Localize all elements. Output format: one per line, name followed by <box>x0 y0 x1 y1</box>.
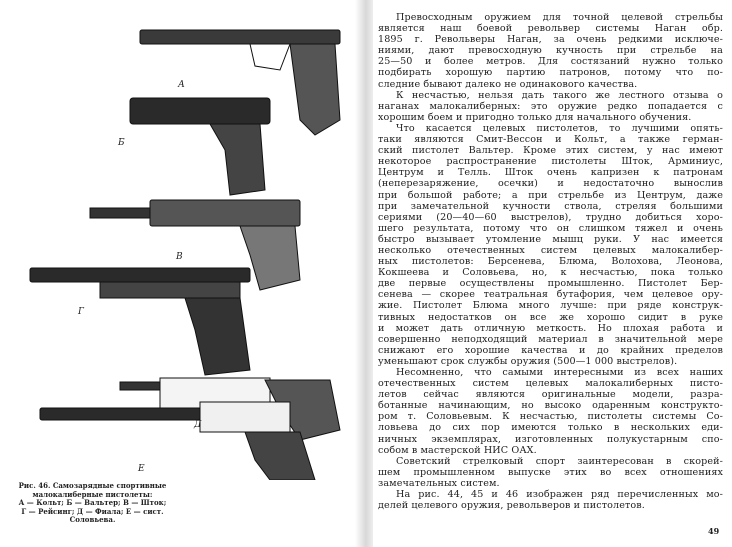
text-line: ром т. Соловьевым. К несчастью, пистолеты системы Со- <box>378 411 723 423</box>
caption-legend-3: Соловьева. <box>69 515 116 525</box>
pistol-d <box>30 268 250 375</box>
caption-title: Рис. 46. Самозарядные спортивные малокалиберные пистолеты: <box>18 481 167 499</box>
text-line: подбирать хорошую партию патронов, потому что по- <box>378 67 723 79</box>
text-line: таки являются Смит-Вессон и Кольт, а также герман- <box>378 134 723 146</box>
text-line: быстро вызывает утомление мышц руки. У нас имеется <box>378 233 723 245</box>
text-line: собом в мастерской НИС ОАХ. <box>378 444 537 456</box>
text-line: шем промышленном выпуске этих во всех отношениях <box>378 466 723 478</box>
text-line: жие. Пистолет Блюма много лучше: при ряде конструк- <box>378 300 723 312</box>
text-line: две первые осуществлены промышленно. Пистолет Бер- <box>378 278 723 290</box>
text-line: несколько отечественных систем целевых малокалибер- <box>378 244 723 256</box>
text-line: тивных недостатков он все же хорошо сидит в руке <box>378 311 723 323</box>
pistol-b <box>130 98 270 195</box>
page-gutter <box>355 0 373 547</box>
text-line: хорошим боем и пригодно только для начального обучения. <box>378 111 692 123</box>
text-line: уменьшают срок службы оружия (500—1 000 выстрелов). <box>378 355 678 367</box>
figure-label-f: Е <box>138 464 145 474</box>
text-line: наганах малокалиберных: это оружие редко попадается с <box>378 100 723 112</box>
text-line: 1895 г. Револьверы Наган, за очень редкими исключе- <box>378 34 723 46</box>
text-line: ботанные начинающим, но высоко одаренным конструкто- <box>378 400 723 412</box>
page-number: 49 <box>708 526 720 536</box>
pistol-f <box>40 402 315 480</box>
caption-legend-2: Г — Рейсинг; Д — Фиала; Е — сист. <box>21 506 164 516</box>
text-line: Несомненно, что самыми интересными из всех наших <box>396 367 723 378</box>
pistols-illustration <box>0 0 355 480</box>
text-line: сериями (20—40—60 выстрелов), трудно добиться хоро- <box>378 211 723 223</box>
text-line: делей целевого оружия, револьверов и пистолетов. <box>378 500 645 512</box>
text-line: летов сейчас являются оригинальные модели, разра- <box>378 389 723 401</box>
text-line: 25—50 и более метров. Для состязаний нужно только <box>378 56 723 68</box>
text-line: Кокшеева и Соловьева, но, к несчастью, пока только <box>378 267 723 279</box>
text-line: при большой работе; а при стрельбе из Центрум, даже <box>378 189 723 201</box>
text-line: Советский стрелковый спорт заинтересован в скорей- <box>396 455 723 467</box>
figure-label-a: А <box>178 80 185 90</box>
text-line: ловьева до сих пор имеются только в нескольких еди- <box>378 422 723 434</box>
text-line: ниями, дают превосходную кучность при стрельбе на <box>378 45 723 57</box>
text-line: ский пистолет Вальтер. Кроме этих систем, у нас имеют <box>378 145 723 157</box>
text-line: следние бывают далеко не одинакового качества. <box>378 78 638 90</box>
figure-label-d: Г <box>78 307 84 317</box>
text-line: сенева — скорее театральная бутафория, чем целевое ору- <box>378 289 723 301</box>
text-line: совершенно неподходящий материал в значительной мере <box>378 333 723 345</box>
body-text <box>378 12 723 511</box>
text-line: Что касается целевых пистолетов, то лучшими опять- <box>396 122 723 134</box>
text-line: Центрум и Телль. Шток очень капризен к патронам <box>378 167 723 179</box>
text-line: снижают его хорошие качества и до крайних пределов <box>378 344 723 356</box>
text-line: (неперезаряжение, осечки) и недостаточно вынослив <box>378 178 723 190</box>
text-line: К несчастью, нельзя дать такого же лестного отзыва о <box>396 89 723 101</box>
text-line: и может дать отличную меткость. Но плохая работа и <box>378 322 723 334</box>
figure-label-e: Д <box>194 420 202 430</box>
text-line: некоторое распространение пистолеты Шток, Арминиус, <box>378 156 723 168</box>
text-line: является наш боевой револьвер системы Наган обр. <box>378 23 723 35</box>
text-line: замечательных систем. <box>378 477 500 489</box>
text-line: ных пистолетов: Берсенева, Блюма, Волохова, Леонова, <box>378 256 723 268</box>
text-line: На рис. 44, 45 и 46 изображен ряд перечисленных мо- <box>396 489 723 501</box>
caption-legend-1: А — Кольт; Б — Вальтер; В — Шток; <box>18 498 167 508</box>
text-line: ничных экземплярах, изготовленных полукустарным спо- <box>378 433 723 445</box>
text-line: при замечательной кучности ствола, стреляя большими <box>378 200 723 212</box>
figure-label-c: В <box>176 252 183 262</box>
text-line: шего результата, потому что он слишком тяжел и очень <box>378 222 723 234</box>
text-line: отечественных систем целевых малокалиберных писто- <box>378 378 723 390</box>
figure-caption <box>10 482 175 525</box>
text-line: Превосходным оружием для точной целевой стрельбы <box>396 12 723 23</box>
figure-label-b: Б <box>118 138 125 148</box>
